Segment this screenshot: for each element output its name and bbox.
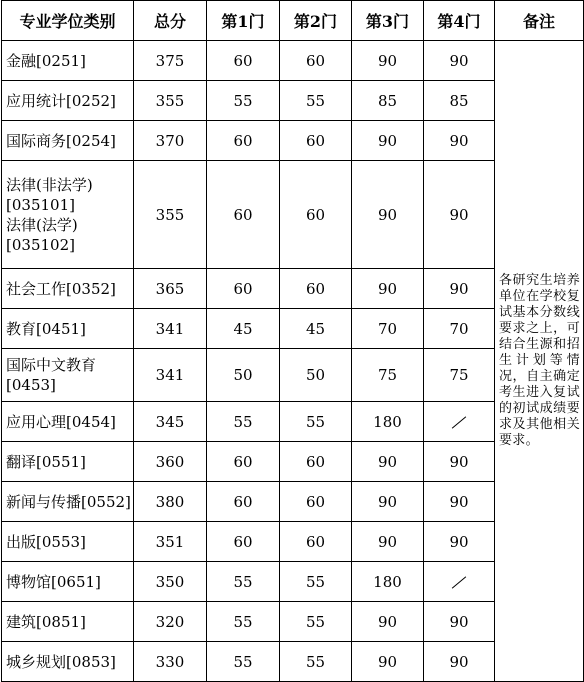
- slash-mark: [452, 576, 466, 588]
- category-cell: 翻译[0551]: [2, 442, 134, 482]
- subject-2-cell: 60: [280, 269, 352, 309]
- subject-4-cell: [424, 402, 495, 442]
- subject-2-cell: 60: [280, 121, 352, 161]
- subject-1-cell: 55: [207, 402, 280, 442]
- subject-2-cell: 55: [280, 602, 352, 642]
- header-note: 备注: [495, 1, 584, 41]
- subject-4-cell: 90: [424, 602, 495, 642]
- subject-2-cell: 55: [280, 562, 352, 602]
- subject-3-cell: 70: [352, 309, 424, 349]
- header-category: 专业学位类别: [2, 1, 134, 41]
- subject-2-cell: 55: [280, 81, 352, 121]
- header-subject-4: 第4门: [424, 1, 495, 41]
- table-row: [2, 41, 584, 81]
- subject-1-cell: 55: [207, 602, 280, 642]
- subject-1-cell: 45: [207, 309, 280, 349]
- total-cell: 341: [134, 309, 207, 349]
- total-cell: 330: [134, 642, 207, 682]
- subject-3-cell: 85: [352, 81, 424, 121]
- category-cell: 应用心理[0454]: [2, 402, 134, 442]
- subject-3-cell: 90: [352, 602, 424, 642]
- subject-4-cell: 90: [424, 522, 495, 562]
- subject-2-cell: 55: [280, 402, 352, 442]
- subject-2-cell: 60: [280, 161, 352, 269]
- total-cell: 345: [134, 402, 207, 442]
- category-cell: 国际中文教育 [0453]: [2, 349, 134, 402]
- subject-4-cell: 90: [424, 269, 495, 309]
- subject-3-cell: 90: [352, 161, 424, 269]
- total-cell: 351: [134, 522, 207, 562]
- subject-4-cell: 90: [424, 41, 495, 81]
- table-body: [2, 41, 584, 682]
- total-cell: 380: [134, 482, 207, 522]
- subject-2-cell: 60: [280, 482, 352, 522]
- subject-4-cell: 90: [424, 482, 495, 522]
- subject-4-cell: 90: [424, 442, 495, 482]
- category-cell: 博物馆[0651]: [2, 562, 134, 602]
- subject-2-cell: 45: [280, 309, 352, 349]
- total-cell: 355: [134, 161, 207, 269]
- total-cell: 355: [134, 81, 207, 121]
- total-cell: 320: [134, 602, 207, 642]
- total-cell: 341: [134, 349, 207, 402]
- subject-1-cell: 60: [207, 522, 280, 562]
- subject-1-cell: 60: [207, 121, 280, 161]
- total-cell: 365: [134, 269, 207, 309]
- subject-4-cell: 90: [424, 161, 495, 269]
- subject-1-cell: 60: [207, 269, 280, 309]
- category-cell: 建筑[0851]: [2, 602, 134, 642]
- subject-3-cell: 90: [352, 642, 424, 682]
- subject-3-cell: 90: [352, 41, 424, 81]
- category-cell: 教育[0451]: [2, 309, 134, 349]
- category-cell: 新闻与传播[0552]: [2, 482, 134, 522]
- subject-1-cell: 55: [207, 81, 280, 121]
- subject-3-cell: 90: [352, 522, 424, 562]
- subject-2-cell: 60: [280, 442, 352, 482]
- total-cell: 350: [134, 562, 207, 602]
- subject-3-cell: 180: [352, 402, 424, 442]
- category-cell: 社会工作[0352]: [2, 269, 134, 309]
- category-cell: 法律(非法学) [035101] 法律(法学) [035102]: [2, 161, 134, 269]
- subject-1-cell: 50: [207, 349, 280, 402]
- subject-3-cell: 90: [352, 442, 424, 482]
- subject-2-cell: 60: [280, 41, 352, 81]
- slash-mark: [452, 416, 466, 428]
- header-row: [2, 1, 584, 41]
- subject-3-cell: 75: [352, 349, 424, 402]
- header-subject-2: 第2门: [280, 1, 352, 41]
- category-cell: 应用统计[0252]: [2, 81, 134, 121]
- category-cell: 出版[0553]: [2, 522, 134, 562]
- total-cell: 360: [134, 442, 207, 482]
- subject-1-cell: 60: [207, 41, 280, 81]
- subject-4-cell: 90: [424, 642, 495, 682]
- header-subject-1: 第1门: [207, 1, 280, 41]
- category-cell: 国际商务[0254]: [2, 121, 134, 161]
- total-cell: 370: [134, 121, 207, 161]
- subject-4-cell: 70: [424, 309, 495, 349]
- category-cell: 金融[0251]: [2, 41, 134, 81]
- header-subject-3: 第3门: [352, 1, 424, 41]
- subject-1-cell: 55: [207, 562, 280, 602]
- subject-1-cell: 60: [207, 482, 280, 522]
- header-total: 总分: [134, 1, 207, 41]
- subject-3-cell: 90: [352, 269, 424, 309]
- category-cell: 城乡规划[0853]: [2, 642, 134, 682]
- subject-4-cell: [424, 562, 495, 602]
- subject-2-cell: 55: [280, 642, 352, 682]
- total-cell: 375: [134, 41, 207, 81]
- subject-4-cell: 75: [424, 349, 495, 402]
- subject-1-cell: 60: [207, 161, 280, 269]
- subject-1-cell: 55: [207, 642, 280, 682]
- subject-4-cell: 85: [424, 81, 495, 121]
- subject-2-cell: 50: [280, 349, 352, 402]
- subject-2-cell: 60: [280, 522, 352, 562]
- note-cell: 各研究生培养单位在学校复试基本分数线要求之上，可结合生源和招生计划等情况，自主确定考生进入复试的初试成绩要求及其他相关要求。: [495, 41, 584, 682]
- subject-3-cell: 90: [352, 121, 424, 161]
- subject-3-cell: 90: [352, 482, 424, 522]
- subject-3-cell: 180: [352, 562, 424, 602]
- subject-4-cell: 90: [424, 121, 495, 161]
- score-table: [1, 0, 584, 682]
- subject-1-cell: 60: [207, 442, 280, 482]
